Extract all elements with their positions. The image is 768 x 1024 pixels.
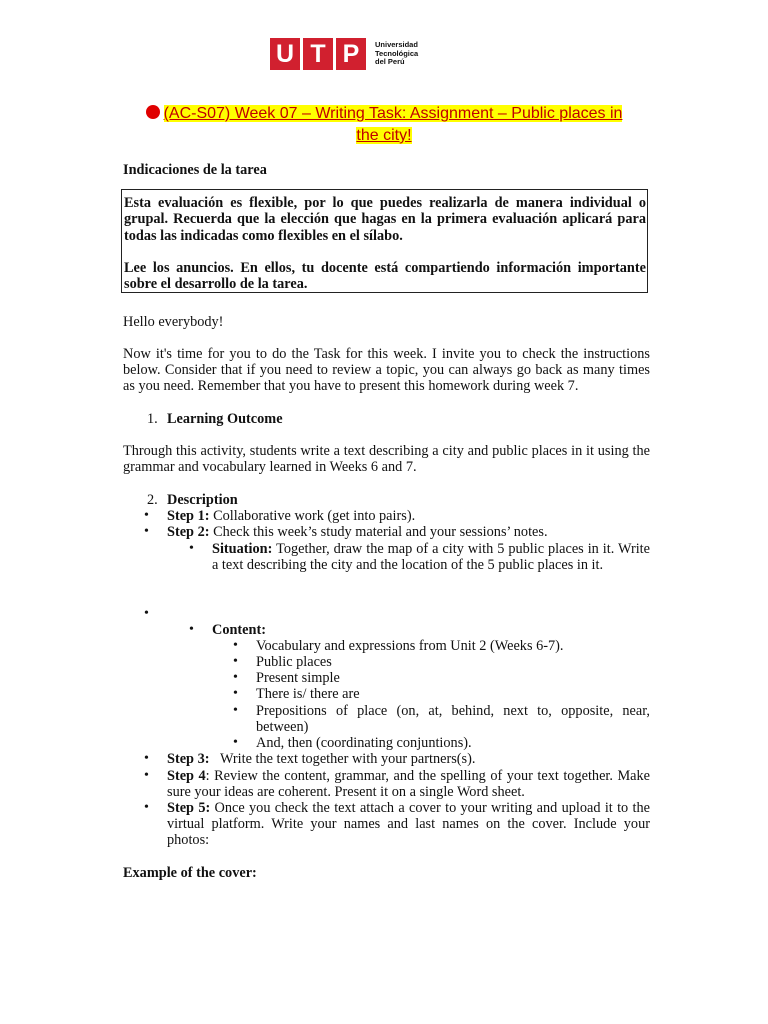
content-item: There is/ there are xyxy=(256,686,360,702)
bullet-icon: • xyxy=(189,541,194,556)
red-circle-icon xyxy=(146,105,160,119)
bullet-icon: • xyxy=(144,751,149,766)
content-item: Present simple xyxy=(256,670,340,686)
logo-letter-t: T xyxy=(303,38,333,70)
bullet-icon: • xyxy=(233,638,238,653)
situation: Situation: Together, draw the map of a city with 5 public places in it. Write a text describing the city and the location of the 5 public places in it. xyxy=(212,541,650,574)
outcome-heading: Learning Outcome xyxy=(167,411,283,427)
logo-letter-u: U xyxy=(270,38,300,70)
outcome-text: Through this activity, students write a text describing a city and public places in it using the grammar and vocabulary learned in Weeks 6 and 7. xyxy=(123,443,650,476)
utp-logo xyxy=(270,38,418,70)
example-heading: Example of the cover: xyxy=(123,865,257,881)
content-heading: Content: xyxy=(212,622,267,638)
page-title xyxy=(100,103,668,147)
content-item: And, then (coordinating conjuntions). xyxy=(256,735,472,751)
step-5: Step 5: Once you check the text attach a cover to your writing and upload it to the virtual platform. Write your names and last names on the cover. Include your photos: xyxy=(167,800,650,849)
content-item: Public places xyxy=(256,654,332,670)
bullet-icon: • xyxy=(144,800,149,815)
outcome-number: 1. xyxy=(147,411,158,427)
step-2: Step 2: Check this week’s study material and your sessions’ notes. xyxy=(167,524,548,540)
section-heading: Indicaciones de la tarea xyxy=(123,162,267,178)
bullet-icon: • xyxy=(189,622,194,637)
logo-letter-p: P xyxy=(336,38,366,70)
notice-paragraph-2: Lee los anuncios. En ellos, tu docente está compartiendo información importante sobre el desarrollo de la tarea. xyxy=(124,259,646,293)
bullet-icon: • xyxy=(144,606,149,621)
title-line-2: the city! xyxy=(356,127,412,144)
greeting: Hello everybody! xyxy=(123,314,224,330)
bullet-icon: • xyxy=(144,768,149,783)
title-line-1: (AC-S07) Week 07 – Writing Task: Assignment – Public places in xyxy=(163,105,623,122)
step-1: Step 1: Collaborative work (get into pairs). xyxy=(167,508,416,524)
intro-paragraph: Now it's time for you to do the Task for this week. I invite you to check the instructions below. Consider that if you need to review a topic, you can always go back as many times as you need. Remember that you have to present this homework during week 7. xyxy=(123,346,650,395)
bullet-icon: • xyxy=(233,670,238,685)
bullet-icon: • xyxy=(233,703,238,718)
step-4: Step 4: Review the content, grammar, and the spelling of your text together. Make sure your ideas are coherent. Present it on a single Word sheet. xyxy=(167,768,651,801)
content-item: Prepositions of place (on, at, behind, next to, opposite, near, between) xyxy=(256,703,650,736)
bullet-icon: • xyxy=(233,735,238,750)
description-number: 2. xyxy=(147,492,158,508)
content-item: Vocabulary and expressions from Unit 2 (Weeks 6-7). xyxy=(256,638,564,654)
bullet-icon: • xyxy=(233,654,238,669)
notice-box xyxy=(121,189,648,293)
logo-university-name: Universidad Tecnológica del Perú xyxy=(375,40,419,67)
bullet-icon: • xyxy=(144,524,149,539)
bullet-icon: • xyxy=(233,686,238,701)
description-heading: Description xyxy=(167,492,238,508)
step-3: Step 3: Write the text together with your partners(s). xyxy=(167,751,476,767)
notice-paragraph-1: Esta evaluación es flexible, por lo que puedes realizarla de manera individual o grupal. Recuerda que la elección que hagas en la primera evaluación aplicará para todas las indicadas como flexibles en el sílabo. xyxy=(124,195,646,244)
bullet-icon: • xyxy=(144,508,149,523)
